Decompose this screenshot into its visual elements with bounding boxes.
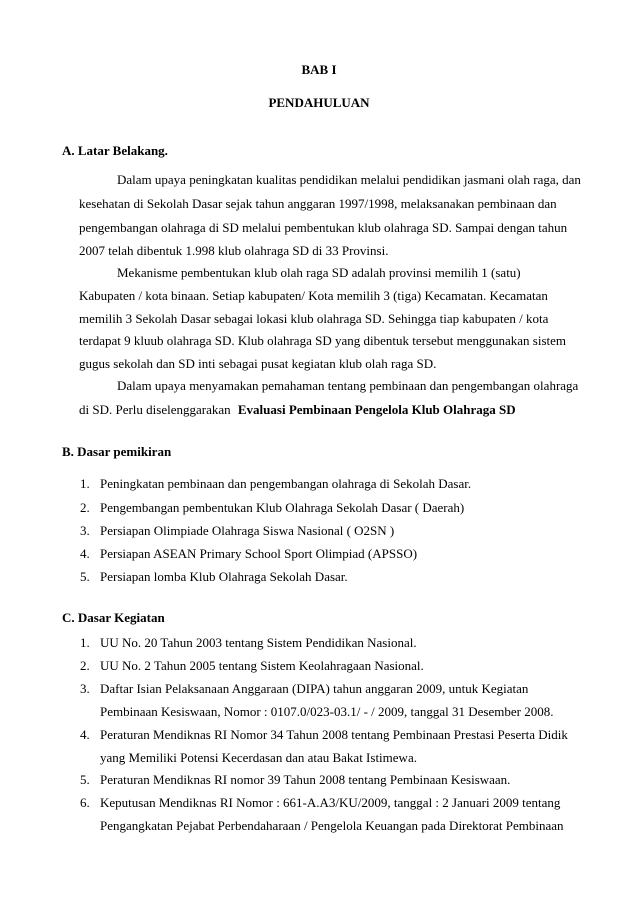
list-item: Pengembangan pembentukan Klub Olahraga Sekolah Dasar ( Daerah) bbox=[100, 500, 465, 515]
paragraph-line: terdapat 9 kluub olahraga SD. Klub olahraga SD yang dibentuk tersebut menggunakan sistem bbox=[79, 333, 567, 348]
paragraph-line: 2007 telah dibentuk 1.998 klub olahraga SD di 33 Provinsi. bbox=[79, 243, 389, 258]
paragraph-line-last bbox=[79, 402, 516, 418]
list-item: Peraturan Mendiknas RI nomor 39 Tahun 2008 tentang Pembinaan Kesiswaan. bbox=[100, 772, 511, 787]
list-item: Keputusan Mendiknas RI Nomor : 661-A.A3/KU/2009, tanggal : 2 Januari 2009 tentang bbox=[100, 795, 561, 810]
list-number: 3. bbox=[80, 523, 90, 538]
list-item-continuation: Pengangkatan Pejabat Perbendaharaan / Pengelola Keuangan pada Direktorat Pembinaan bbox=[100, 818, 564, 833]
list-number: 3. bbox=[80, 681, 90, 696]
paragraph-line: gugus sekolah dan SD inti sebagai pusat kegiatan klub olah raga SD. bbox=[79, 356, 437, 371]
list-number: 1. bbox=[80, 635, 90, 650]
list-item: UU No. 20 Tahun 2003 tentang Sistem Pendidikan Nasional. bbox=[100, 635, 417, 650]
list-number: 5. bbox=[80, 772, 90, 787]
paragraph-line: Mekanisme pembentukan klub olah raga SD adalah provinsi memilih 1 (satu) bbox=[117, 265, 521, 280]
list-number: 1. bbox=[80, 476, 90, 491]
section-a-heading: A. Latar Belakang. bbox=[62, 143, 168, 158]
paragraph-line: kesehatan di Sekolah Dasar sejak tahun anggaran 1997/1998, melaksanakan pembinaan dan bbox=[79, 196, 557, 211]
list-number: 2. bbox=[80, 500, 90, 515]
section-b-heading: B. Dasar pemikiran bbox=[62, 444, 172, 459]
paragraph-text: di SD. Perlu diselenggarakan bbox=[79, 402, 234, 417]
list-item: Peningkatan pembinaan dan pengembangan olahraga di Sekolah Dasar. bbox=[100, 476, 472, 491]
list-number: 6. bbox=[80, 795, 90, 810]
list-item: Persiapan lomba Klub Olahraga Sekolah Dasar. bbox=[100, 569, 348, 584]
paragraph-line: pengembangan olahraga di SD melalui pembentukan klub olahraga SD. Sampai dengan tahun bbox=[79, 220, 568, 235]
list-item-continuation: yang Memiliki Potensi Kecerdasan dan atau Bakat Istimewa. bbox=[100, 750, 417, 765]
list-item: Daftar Isian Pelaksanaan Anggaraan (DIPA) tahun anggaran 2009, untuk Kegiatan bbox=[100, 681, 529, 696]
paragraph-line: Dalam upaya peningkatan kualitas pendidikan melalui pendidikan jasmani olah raga, dan bbox=[117, 172, 581, 187]
list-item: UU No. 2 Tahun 2005 tentang Sistem Keolahragaan Nasional. bbox=[100, 658, 424, 673]
activity-title-bold: Evaluasi Pembinaan Pengelola Klub Olahraga SD bbox=[237, 402, 516, 417]
paragraph-line: Dalam upaya menyamakan pemahaman tentang pembinaan dan pengembangan olahraga bbox=[117, 378, 579, 393]
list-item: Persiapan Olimpiade Olahraga Siswa Nasional ( O2SN ) bbox=[100, 523, 395, 538]
paragraph-line: memilih 3 Sekolah Dasar sebagai lokasi klub olahraga SD. Sehingga tiap kabupaten / kota bbox=[79, 311, 549, 326]
list-item: Persiapan ASEAN Primary School Sport Olimpiad (APSSO) bbox=[100, 546, 418, 561]
list-number: 4. bbox=[80, 727, 90, 742]
chapter-subtitle: PENDAHULUAN bbox=[268, 95, 370, 110]
list-item: Peraturan Mendiknas RI Nomor 34 Tahun 2008 tentang Pembinaan Prestasi Peserta Didik bbox=[100, 727, 568, 742]
chapter-title: BAB I bbox=[301, 62, 337, 77]
list-number: 2. bbox=[80, 658, 90, 673]
paragraph-line: Kabupaten / kota binaan. Setiap kabupaten/ Kota memilih 3 (tiga) Kecamatan. Kecamatan bbox=[79, 288, 548, 303]
list-number: 5. bbox=[80, 569, 90, 584]
list-number: 4. bbox=[80, 546, 90, 561]
section-c-heading: C. Dasar Kegiatan bbox=[62, 610, 165, 625]
list-item-continuation: Pembinaan Kesiswaan, Nomor : 0107.0/023-03.1/ - / 2009, tanggal 31 Desember 2008. bbox=[100, 704, 554, 719]
